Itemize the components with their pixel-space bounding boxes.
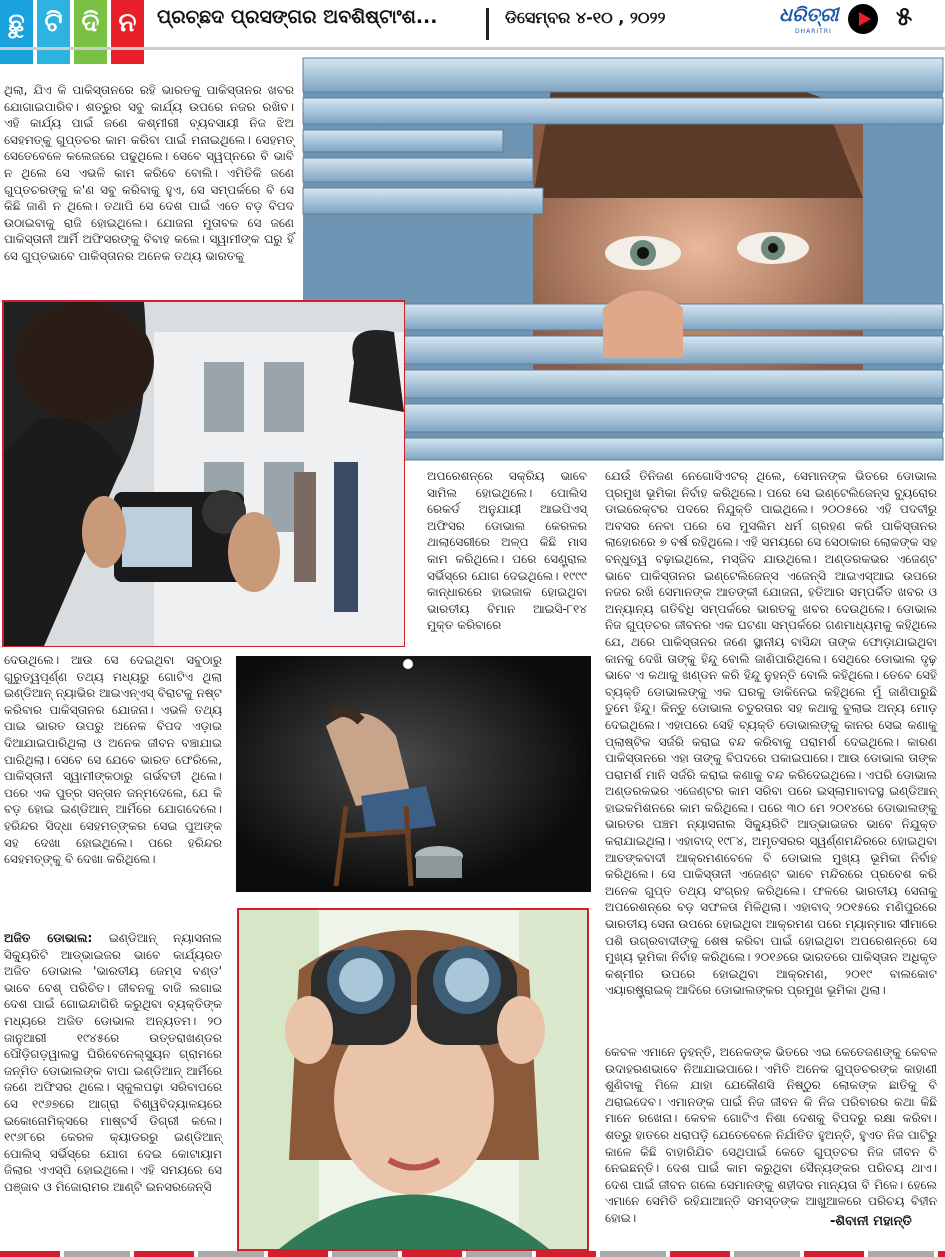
article-column-middle: ଅପରେଶନ୍‌ରେ ସକ୍ରିୟ ଭାବେ ସାମିଲ ହୋଇଥିଲେ। ପୋଲିସ ରେକର୍ଡ ଅନୁଯାୟୀ ଆଇପିଏସ୍‌ ଅଫିସର ଡୋଭାଲ କେରଳର ଥାଲାସେରୀରେ ଅଳ୍ପ କିଛି ମାସ କାମ କରିଥିଲେ। ପରେ ସେଣ୍ଟ୍ରାଲ ସର୍ଭିସ୍‌ରେ ଯୋଗ ଦେଇଥିଲେ। ୧୯୯୯ କାନ୍ଧାରରେ ହାଇଜାକ ହୋଇଥିବା ଭାରତୀୟ ବିମାନ ଆଇସି-୮୧୪ ମୁକ୍ତ କରିବାରେ <box>427 469 587 633</box>
bound-captive-photo <box>236 656 591 892</box>
header-divider <box>486 8 489 40</box>
dobhal-heading: ଅଜିତ ଡୋଭାଲ: <box>4 931 93 945</box>
page-number: ୫ <box>896 2 913 32</box>
section-letter-2: ଟି <box>37 0 70 64</box>
footer-bar <box>0 1251 945 1257</box>
issue-date: ଡିସେମ୍ବର ୪-୧୦ , ୨୦୨୨ <box>505 8 666 27</box>
brand-logo <box>779 4 849 38</box>
header-rule <box>0 47 945 50</box>
dobhal-section <box>4 930 222 1250</box>
brand-subtitle: DHARITRI <box>795 28 832 35</box>
page-header <box>0 0 945 50</box>
dobhal-text: ଇଣ୍ଡିଆନ୍ ନ୍ୟାସନାଲ ସିକ୍ୟୁରିଟି ଆଡ୍‌ଭାଇଜର ଭାବେ କାର୍ଯ୍ୟରତ ଅଜିତ ଡୋଭାଲ 'ଭାରତୀୟ ଜେମ୍ସ ବଣ୍ଡ' ଭାବେ ବେଶ୍ ପରିଚିତ। ଜୀବନକୁ ବାଜି ଲଗାଇ ଦେଶ ପାଇଁ ଗୋଇନ୍ଦାଗିରି କରୁଥିବା ବ୍ୟକ୍ତିଙ୍କ ମଧ୍ୟରେ ଅଜିତ ଡୋଭାଲ ଅନ୍ୟତମ। ୨୦ ଜାନୁଆରୀ ୧୯୪୫ରେ ଉତ୍ତରାଖଣ୍ଡର ପୌଡ଼ିଗଡ଼ୱାଲସ୍ଥ ଘିରିବେନେଲ୍‌ସ୍ୟୁନ ଗ୍ରାମରେ ଜନ୍ମିତ ଡୋଭାଲଙ୍କ ବାପା ଇଣ୍ଡିଆନ୍ ଆର୍ମିରେ ଜଣେ ଅଫିସର ଥିଲେ। ସ୍କୁଲପଢ଼ା ସରିବାପରେ ସେ ୧୯୬୭ରେ ଆଗ୍ରା ବିଶ୍ୱବିଦ୍ୟାଳୟରେ ଇକୋନୋମିକ୍ସରେ ମାଷ୍ଟର୍ସ ଡିଗ୍ରୀ କଲେ। ୧୯୬୮ରେ କେରଳ କ୍ୟାଡରରୁ ଇଣ୍ଡିଆନ୍ ପୋଲିସ୍ ସର୍ଭିସ୍‌ରେ ଯୋଗ ଦେଇ କୋଟାୟାମ ଜିଲାର ଏଏସ୍‌ପି ହୋଇଥିଲେ। ଏହି ସମୟରେ ସେ ପଞ୍ଜାବ ଓ ମିଜୋରାମର ଆଣ୍ଟି ଇନସରଜେନ୍ସି <box>4 931 222 1194</box>
author-byline: -ଶିବାନୀ ମହାନ୍ତି <box>830 1214 912 1229</box>
article-column-top-left: ଥିଲା, ଯିଏ କି ପାକିସ୍ତାନରେ ରହି ଭାରତକୁ ପାକିସ୍ତାନର ଖବର ଯୋଗାଇପାରିବ। ଶତ୍ରୁର ସବୁ କାର୍ଯ୍ୟ ଉପରେ ନଜର ରଖିବ। ଏହି କାର୍ଯ୍ୟ ପାଇଁ ଜଣେ କଶ୍ମୀରୀ ବ୍ୟବସାୟୀ ନିଜ ଝିଅ ସେହମତ୍‌କୁ ଗୁପ୍ତଚର କାମ କରିବା ପାଇଁ ମନାଇଥିଲେ। ସେହମତ୍‌ ସେତେବେଳେ କଲେଜରେ ପଢୁଥିଲେ। ସେବେ ସ୍ୱପ୍ନରେ ବି ଭାବି ନ ଥିଲେ ସେ ଏଭଳି କାମ କରିବେ ବୋଲି। ଏମିତିକି ଜଣେ ଗୁପ୍ତଚରଙ୍କୁ କ'ଣ ସବୁ କରିବାକୁ ହୁଏ, ସେ ସମ୍ପର୍କରେ ବି ସେ କିଛି ଜାଣି ନ ଥିଲେ। ତଥାପି ସେ ଦେଶ ପାଇଁ ଏତେ ବଡ଼ ବିପଦ ଉଠାଇବାକୁ ରାଜି ହୋଇଥିଲେ। ଯୋଜନା ମୁତାବକ ସେ ଜଣେ ପାକିସ୍ତାନୀ ଆର୍ମି ଅଫିସରଙ୍କୁ ବିବାହ କଲେ। ସ୍ୱାମୀଙ୍କ ଘରୁ ହିଁ ସେ ଗୁପ୍ତଭାବେ ପାକିସ୍ତାନର ଅନେକ ତଥ୍ୟ ଭାରତକୁ <box>4 83 294 263</box>
article-column-left-lower: ଦେଉଥିଲେ। ଆଉ ସେ ଦେଇଥିବା ସବୁଠାରୁ ଗୁରୁତ୍ୱପୂର୍ଣ୍ଣ ତଥ୍ୟ ମଧ୍ୟରୁ ଗୋଟିଏ ଥିଲା ଇଣ୍ଡିଆନ୍ ନ୍ୟାଭିର ଆଇଏନ୍‌ଏସ୍‌ ବିରାଟକୁ ନଷ୍ଟ କରିବାର ପାକିସ୍ତାନର ଯୋଜନା। ଏଭଳି ତଥ୍ୟ ପାଇ ଭାରତ ଉପରୁ ଅନେକ ବିପଦ ଏଡ଼ାଇ ଦିଆଯାଇପାରିଥିଲା ଓ ଅନେକ ଜୀବନ ବଞ୍ଚାଯାଇ ପାରିଥିଲା। ସେବେ ସେ ଯେବେ ଭାରତ ଫେରିଲେ, ପାକିସ୍ତାନୀ ସ୍ୱାମୀଙ୍କଠାରୁ ଗର୍ଭବତୀ ଥିଲେ। ପରେ ଏକ ପୁତ୍ର ସନ୍ତାନ ଜନ୍ମଦେଲେ, ଯେ କି ବଡ଼ ହୋଇ ଇଣ୍ଡିଆନ୍ ଆର୍ମିରେ ଯୋଗଦେଲେ। ହରିନ୍ଦର ସିଦ୍ଧା ସେହମତ୍‌ଙ୍କର ସେଇ ପୁଅଙ୍କ ସହ ଦେଖା ହୋଇଥିଲେ। ପରେ ହରିନ୍ଦର ସେହମତ୍‌ଙ୍କୁ ବି ଦେଖା କରିଥିଲେ। <box>4 653 222 867</box>
article-column-right-2: କେବଳ ଏମାନେ ନୁହନ୍ତି, ଅନେକଙ୍କ ଭିତରେ ଏଇ କେତେଜଣଙ୍କୁ କେବଳ ଉଦାହରଣଭାବେ ନିଆଯାଇପାରେ। ଏମିତି ଅନେକ ଗୁପ୍ତଚରଙ୍କ କାହାଣୀ ଶୁଣିବାକୁ ମିଳେ ଯାହା ଯେକୌଣସି ନିଷ୍ଠୁର ଲୋକଙ୍କ ଛାତିକୁ ବି ଥରାଇଦେବ। ଏମାନଙ୍କ ପାଇଁ ନିଜ ଜୀବନ କି ନିଜ ପରିବାରର କଥା କିଛି ମାନେ ରଖେନା। କେବଳ ଗୋଟିଏ ନିଶା ଦେଶକୁ ବିପଦରୁ ରକ୍ଷା କରିବା। ଶତ୍ରୁ ହାତରେ ଧରାପଡ଼ି ଯେତେବେଳେ ନିର୍ଯାତିତ ହୁଅନ୍ତି, ହୁଏତ ନିଜ ପାଟିରୁ କାଳେ କିଛି ବାହାରିଯିବ ସେଥିପାଇଁ କେତେ ଗୁପ୍ତଚର ନିଜ ଜୀବନ ବି ନେଇଛନ୍ତି। ଦେଶ ପାଇଁ କାମ କରୁଥିବା ସୈନ୍ୟଙ୍କର ପରିଚୟ ଥାଏ। ଦେଶ ପାଇଁ ଜୀବନ ଗଲେ ସେମାନଙ୍କୁ ଶହୀଦର ମାନ୍ୟତା ବି ମିଳେ। ହେଲେ ଏମାନେ ସେମିତି ରହିଯାଆନ୍ତି ସମସ୍ତଙ୍କ ଆଖୁଆଳରେ ପରିଚୟ ବିହୀନ ହୋଇ। <box>605 1045 937 1225</box>
brand-name: ଧରିତ୍ରୀ <box>779 4 839 26</box>
play-circle-icon <box>848 4 878 34</box>
section-letter-3: ଦି <box>74 0 107 64</box>
section-letter-4: ନ <box>111 0 144 64</box>
camera-photographer-photo <box>2 300 405 647</box>
woman-binoculars-photo <box>237 908 589 1251</box>
section-letter-1: ଛୁ <box>0 0 33 64</box>
page-title: ପ୍ରଚ୍ଛଦ ପ୍ରସଙ୍ଗର ଅବଶିଷ୍ଟାଂଶ... <box>157 6 438 28</box>
article-column-right: ଯେଉଁ ତିନିଜଣ ନେଗୋସିଏଟର୍ ଥିଲେ, ସେମାନଙ୍କ ଭିତରେ ଡୋଭାଲ ପ୍ରମୁଖ ଭୂମିକା ନିର୍ବାହ କରିଥିଲେ। ପରେ ସେ ଇଣ୍ଟେଲିଜେନ୍ସ ବ୍ୟୁରୋର ଡାଇରେକ୍ଟର ପଦରେ ନିଯୁକ୍ତି ପାଇଥିଲେ। ୨୦୦୫ରେ ଏହି ପଦବୀରୁ ଅବସର ନେବା ପରେ ସେ ମୁସଲିମ ଧର୍ମ ଗ୍ରହଣ କରି ପାକିସ୍ତାନର ଲାହୋରରେ ୭ ବର୍ଷ ରହିଥିଲେ। ଏହି ସମୟରେ ସେ ସେଠାକାର ଲୋକଙ୍କ ସହ ବନ୍ଧୁତ୍ୱ ବଢ଼ାଇଥିଲେ, ମସ୍‌ଜିଦ ଯାଉଥିଲେ। ଅଣ୍ଡରକଭର ଏଜେଣ୍ଟ ଭାବେ ପାକିସ୍ତାନର ଇଣ୍ଟେଲିଜେନ୍ସ ଏଜେନ୍ସି ଆଇଏସ୍‌ଆଇ ଉପରେ ନଜର ରଖି ସେମାନଙ୍କ ଆତଙ୍କୀ ଯୋଜନା, ହତିଆର ସମ୍ପର୍କିତ ଖବର ଓ ଅନ୍ୟାନ୍ୟ ଗତିବିଧି ସମ୍ପର୍କରେ ଭାରତକୁ ଖବର ଦେଉଥିଲେ। ଡୋଭାଲ ନିଜ ଗୁପ୍ତଚର ଜୀବନର ଏକ ଘଟଣା ସମ୍ପର୍କରେ ଗଣମାଧ୍ୟମକୁ କହିଥିଲେ ଯେ, ଥରେ ପାକିସ୍ତାନର ଜଣେ ସ୍ଥାନୀୟ ବାସିନ୍ଦା ତାଙ୍କ ଫୋଡ଼ାଯାଇଥିବା କାନକୁ ଦେଖି ତାଙ୍କୁ ହିନ୍ଦୁ ବୋଲି ଜାଣିପାରିଥିଲେ। ସେଥିରେ ଡୋଭାଲ ଦୃଢ଼ ଭାବେ ଏ କଥାକୁ ଖଣ୍ଡନ କରି ହିନ୍ଦୁ ନୁହନ୍ତି ବୋଲି କହିଥିଲେ। ତେବେ ସେହି ବ୍ୟକ୍ତି ଡୋଭାଲଙ୍କୁ ଏକ ଘରକୁ ଡାକିନେଇ କହିଥିଲେ ମୁଁ ଜାଣିପାରୁଛି ତୁମେ ହିନ୍ଦୁ। କିନ୍ତୁ ଡୋଭାଲ ଚତୁରତାର ସହ କଥାକୁ ବୁଲାଇ ଅନ୍ୟ ମୋଡ଼ ଦେଇଥିଲେ। ଏହାପରେ ସେହି ବ୍ୟକ୍ତି ଡୋଭାଲଙ୍କୁ କାନର ସେଇ କଣାକୁ ପ୍ଲାଷ୍ଟିକ ସର୍ଜରି କରାଇ ବନ୍ଦ କରିବାକୁ ପରାମର୍ଶ ଦେଇଥିଲେ। କାରଣ ପାକିସ୍ତାନରେ ଏହା ତାଙ୍କୁ ବିପଦରେ ପକାଇପାରେ। ଆଉ ଡୋଭାଲ ତାଙ୍କ ପରାମର୍ଶ ମାନି ସର୍ଜରି କରାଇ କଣାକୁ ବନ୍ଦ କରିଦେଇଥିଲେ। ଏପରି ଡୋଭାଲ ଅଣ୍ଡରକଭର ଏଜେଣ୍ଟର କାମ ସରିବା ପରେ ଇସ୍‌ଲାମାବାଦସ୍ଥ ଇଣ୍ଡିଆନ୍ ହାଇକମିଶନରେ କାମ କରିଥିଲେ। ପରେ ୩୦ ମେ ୨୦୧୪ରେ ଡୋଭାଲଙ୍କୁ ଭାରତର ପଞ୍ଚମ ନ୍ୟାସନାଲ ସିକ୍ୟୁରିଟି ଆଡ୍‌ଭାଇଜର ଭାବେ ନିଯୁକ୍ତ କରାଯାଇଥିଲା। ଏହାବାଦ୍ ୧୯୮୪, ଅମୃତସରର ସ୍ୱର୍ଣ୍ଣମନ୍ଦିରରେ ହୋଇଥିବା ଆତଙ୍କବାଦୀ ଆକ୍ରମଣବେଳେ ବି ଡୋଭାଲ ମୁଖ୍ୟ ଭୂମିକା ନିର୍ବାହ କରିଥିଲେ। ସେ ପାକିସ୍ତାନୀ ଏଜେଣ୍ଟ ଭାବେ ମନ୍ଦିରରେ ପ୍ରବେଶ କରି ଅନେକ ଗୁପ୍ତ ତଥ୍ୟ ସଂଗ୍ରହ କରିଥିଲେ। ଫଳରେ ଭାରତୀୟ ସେନାକୁ ଅପରେଶନ୍‌ରେ ବଡ଼ ସଫଳତା ମିଳିଥିଲା। ଏହାବାଦ୍ ୨୦୧୫ରେ ମଣିପୁରରେ ଭାରତୀୟ ସେନା ଉପରେ ହୋଇଥିବା ଆକ୍ରମଣ ପରେ ମ୍ୟାନ୍‌ମାର ସୀମାରେ ପଶି ଉଗ୍ରବାଦୀଙ୍କୁ ଶେଷ କରିବା ପାଇଁ ହୋଇଥିବା ଅପରେଶନ୍‌ରେ ସେ ମୁଖ୍ୟ ଭୂମିକା ନିର୍ବାହ କରିଥିଲେ। ୨୦୧୬ରେ ଭାରତରେ ପାକିସ୍ତାନ ଅଧିକୃତ କଶ୍ମୀର ଉପରେ ହୋଇଥିବା ଆକ୍ରମଣ, ୨୦୧୯ ବାଲକୋଟ ଏୟାରଷ୍ଟ୍ରାଇକ୍ ଆଦିରେ ଡୋଭାଲଙ୍କର ପ୍ରମୁଖ ଭୂମିକା ଥିଲା। <box>605 469 937 998</box>
